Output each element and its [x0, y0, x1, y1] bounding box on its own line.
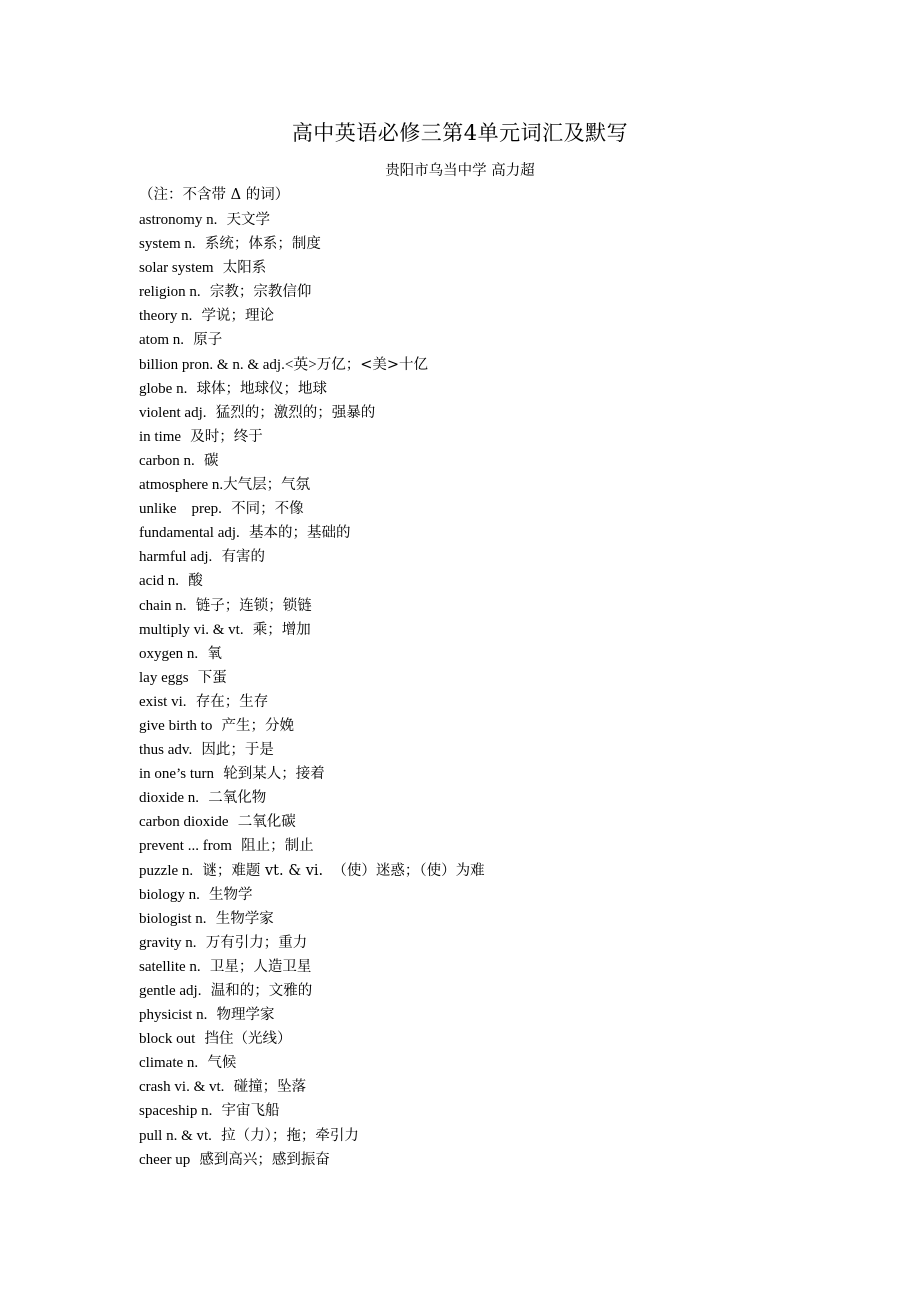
vocab-chinese: 气候: [198, 1055, 237, 1072]
vocab-english: thus adv.: [139, 742, 193, 759]
vocab-entry: [139, 666, 485, 690]
vocab-english: atom n.: [139, 332, 184, 349]
vocab-english: physicist n.: [139, 1007, 208, 1024]
vocab-english: biology n.: [139, 886, 200, 903]
vocab-entry: [139, 569, 485, 593]
vocab-chinese: 谜；难题 vt. & vi. （使）迷惑；（使）为难: [193, 862, 485, 879]
vocab-chinese: 太阳系: [213, 260, 267, 277]
vocab-chinese: 万有引力；重力: [196, 934, 308, 951]
vocab-english: system n.: [139, 236, 196, 253]
vocab-chinese: 学说；理论: [192, 308, 275, 325]
vocab-entry: [139, 594, 485, 618]
vocab-entry: [139, 449, 485, 473]
vocab-english: globe n.: [139, 380, 188, 397]
vocab-english: unlike prep.: [139, 501, 222, 518]
vocab-entry: [139, 618, 485, 642]
vocab-entry: [139, 208, 485, 232]
vocab-chinese: 球体；地球仪；地球: [187, 380, 328, 397]
vocab-chinese: 二氧化碳: [228, 814, 296, 831]
vocab-english: spaceship n.: [139, 1103, 213, 1120]
vocab-chinese: 不同；不像: [221, 501, 304, 518]
vocab-chinese: 大气层；气氛: [223, 477, 311, 494]
vocab-entry: [139, 401, 485, 425]
vocab-english: exist vi.: [139, 693, 187, 710]
vocab-english: climate n.: [139, 1055, 199, 1072]
vocabulary-list: [139, 208, 485, 1172]
vocab-entry: [139, 1003, 485, 1027]
vocab-chinese: 物理学家: [207, 1007, 275, 1024]
vocab-english: atmosphere n.: [139, 477, 224, 494]
vocab-english: in one’s turn: [139, 766, 214, 783]
vocab-entry: [139, 353, 485, 377]
vocab-english: crash vi. & vt.: [139, 1079, 225, 1096]
vocab-chinese: 碰撞；坠落: [224, 1079, 307, 1096]
vocab-english: cheer up: [139, 1151, 191, 1168]
vocab-entry: [139, 256, 485, 280]
vocab-english: block out: [139, 1031, 196, 1048]
vocab-english: lay eggs: [139, 669, 189, 686]
vocab-entry: [139, 1099, 485, 1123]
vocab-english: harmful adj.: [139, 549, 213, 566]
vocab-chinese: 基本的；基础的: [239, 525, 351, 542]
vocab-entry: [139, 955, 485, 979]
vocab-chinese: 挡住（光线）: [195, 1031, 292, 1048]
vocab-chinese: 及时；终于: [181, 428, 263, 445]
vocab-english: carbon n.: [139, 452, 195, 469]
vocab-entry: [139, 714, 485, 738]
vocab-chinese: 二氧化物: [199, 790, 267, 807]
vocab-english: chain n.: [139, 597, 187, 614]
vocab-entry: [139, 280, 485, 304]
vocab-entry: [139, 497, 485, 521]
vocab-chinese: 宗教；宗教信仰: [200, 284, 312, 301]
vocab-entry: [139, 979, 485, 1003]
vocab-entry: [139, 786, 485, 810]
vocab-english: astronomy n.: [139, 212, 218, 228]
vocab-chinese: 下蛋: [188, 669, 227, 686]
vocab-english: violent adj.: [139, 404, 207, 421]
vocab-english: theory n.: [139, 308, 193, 325]
vocab-chinese: 猛烈的；激烈的；强暴的: [206, 404, 376, 421]
vocab-chinese: 因此；于是: [192, 742, 274, 759]
vocab-english: multiply vi. & vt.: [139, 621, 244, 638]
vocab-chinese: 生物学: [199, 886, 253, 903]
vocab-chinese: 有害的: [212, 549, 266, 566]
vocab-entry: [139, 907, 485, 931]
vocab-english: satellite n.: [139, 958, 201, 975]
vocab-chinese: 卫星；人造卫星: [200, 958, 312, 975]
vocab-english: carbon dioxide: [139, 814, 229, 831]
vocab-english: fundamental adj.: [139, 525, 240, 542]
vocab-entry: [139, 1075, 485, 1099]
vocab-chinese: 阻止；制止: [231, 838, 314, 855]
vocab-chinese: 感到高兴；感到振奋: [190, 1151, 330, 1168]
vocab-chinese: 产生；分娩: [212, 717, 295, 734]
vocab-entry: [139, 545, 485, 569]
vocab-chinese: 生物学家: [206, 910, 274, 927]
vocab-chinese: 存在；生存: [186, 693, 269, 710]
vocab-entry: [139, 834, 485, 858]
vocab-entry: [139, 1027, 485, 1051]
vocab-english: solar system: [139, 260, 214, 277]
vocab-chinese: 天文学: [217, 212, 271, 228]
vocab-chinese: 氧: [198, 645, 222, 662]
vocab-entry: [139, 521, 485, 545]
vocab-english: gentle adj.: [139, 983, 202, 999]
vocab-english: in time: [139, 428, 182, 445]
vocab-chinese: 原子: [184, 332, 223, 349]
vocab-chinese: 宇宙飞船: [212, 1103, 280, 1120]
vocab-chinese: 拉（力）；拖；牵引力: [211, 1127, 359, 1144]
vocab-entry: [139, 762, 485, 786]
vocab-entry: [139, 859, 485, 883]
vocab-entry: [139, 931, 485, 955]
document-note: （注：不含带 Δ 的词）: [139, 187, 290, 203]
vocab-entry: [139, 738, 485, 762]
vocab-english: billion pron. & n. & adj.<英>: [139, 356, 317, 373]
vocab-english: prevent ... from: [139, 838, 232, 855]
vocab-entry: [139, 425, 485, 449]
vocab-english: gravity n.: [139, 934, 197, 951]
vocab-english: oxygen n.: [139, 645, 199, 662]
vocab-entry: [139, 690, 485, 714]
vocab-chinese: 碳: [194, 452, 219, 469]
vocab-chinese: 乘；增加: [243, 621, 311, 638]
document-author: 贵阳市乌当中学 高力超: [385, 163, 535, 179]
document-title: 高中英语必修三第4单元词汇及默写: [291, 121, 629, 145]
vocab-english: dioxide n.: [139, 790, 199, 807]
vocab-entry: [139, 883, 485, 907]
vocab-chinese: 系统；体系；制度: [195, 236, 321, 253]
vocab-chinese: 万亿；<美>十亿: [316, 356, 429, 373]
vocab-entry: [139, 377, 485, 401]
vocab-entry: [139, 473, 485, 497]
vocab-entry: [139, 642, 485, 666]
vocab-english: religion n.: [139, 284, 201, 301]
vocab-english: biologist n.: [139, 910, 207, 927]
vocab-entry: [139, 810, 485, 834]
vocab-entry: [139, 232, 485, 256]
vocab-entry: [139, 1051, 485, 1075]
vocab-chinese: 链子；连锁；锁链: [186, 597, 312, 614]
vocab-entry: [139, 1124, 485, 1148]
vocab-english: puzzle n.: [139, 862, 194, 879]
vocab-entry: [139, 304, 485, 328]
vocab-entry: [139, 328, 485, 352]
vocab-chinese: 轮到某人；接着: [214, 766, 325, 783]
vocab-chinese: 温和的；文雅的: [201, 983, 313, 999]
vocab-chinese: 酸: [178, 573, 203, 590]
vocab-english: give birth to: [139, 717, 213, 734]
vocab-english: pull n. & vt.: [139, 1127, 212, 1144]
vocab-entry: [139, 1148, 485, 1172]
vocab-english: acid n.: [139, 573, 179, 590]
